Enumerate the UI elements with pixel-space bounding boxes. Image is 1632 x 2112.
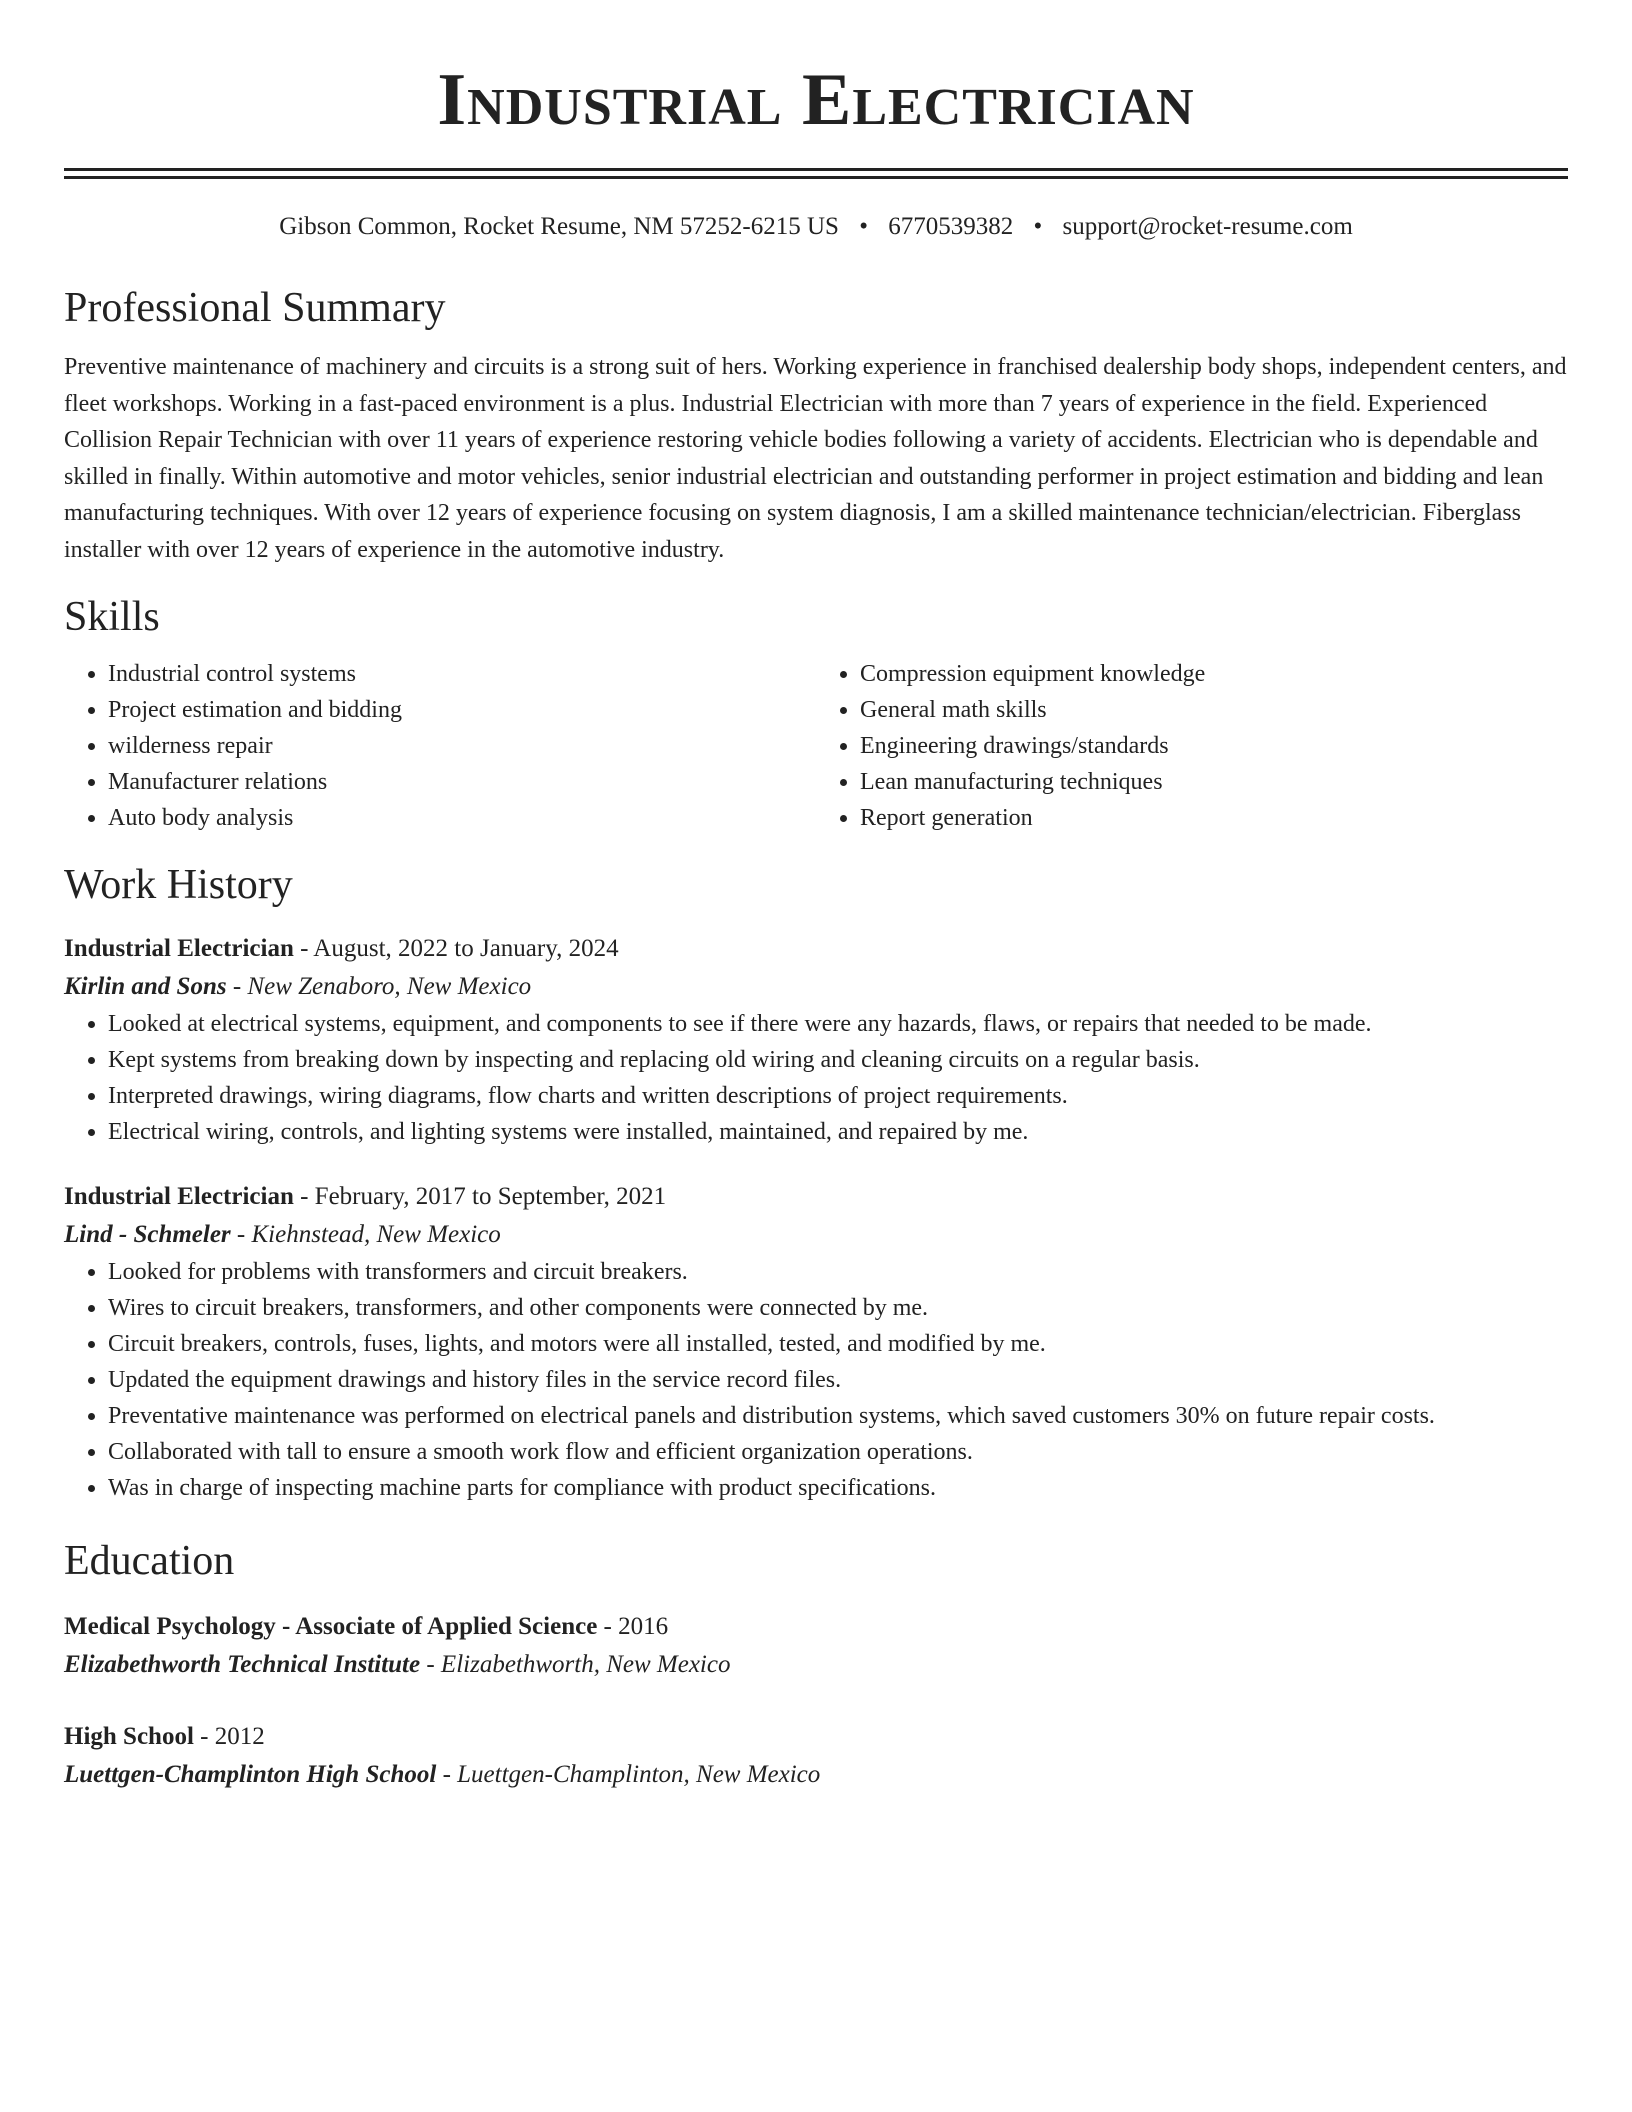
skill-item: • Project estimation and bidding <box>108 692 816 728</box>
job-duty: • Looked for problems with transformers and circuit breakers. <box>108 1254 1568 1290</box>
job-location: - New Zenaboro, New Mexico <box>226 973 532 1000</box>
skill-item: • wilderness repair <box>108 728 816 764</box>
education-heading: Education <box>64 1538 235 1584</box>
job-duties-list <box>64 1006 1568 1150</box>
contact-separator: • <box>859 213 868 240</box>
education-degree: Medical Psychology - Associate of Applied Science <box>64 1613 598 1640</box>
summary-text: Preventive maintenance of machinery and circuits is a strong suit of hers. Working experience in franchised dealership body shops, independent centers, and fleet workshops. Working in a fast-paced environment is a plus. Industrial Electrician with more than 7 years of experience in the field. Experienced Collision Repair Technician with over 11 years of experience restoring vehicle bodies following a variety of accidents. Electrician who is dependable and skilled in finally. Within automotive and motor vehicles, senior industrial electrician and outstanding performer in project estimation and bidding and lean manufacturing techniques. With over 12 years of experience focusing on system diagnosis, I am a skilled maintenance technician/electrician. Fiberglass installer with over 12 years of experience in the automotive industry. <box>64 354 1567 563</box>
education-entry <box>64 1608 1568 1684</box>
skill-item: • Lean manufacturing techniques <box>860 764 1568 800</box>
skill-item: • Industrial control systems <box>108 656 816 692</box>
contact-address: Gibson Common, Rocket Resume, NM 57252-6215 US <box>279 213 839 240</box>
job-duty: • Updated the equipment drawings and history files in the service record files. <box>108 1362 1568 1398</box>
education-year: - 2012 <box>193 1723 265 1750</box>
contact-email: support@rocket-resume.com <box>1062 213 1353 240</box>
skills-right-list <box>816 656 1568 836</box>
education-location: - Elizabethworth, New Mexico <box>420 1651 731 1678</box>
summary-heading: Professional Summary <box>64 285 446 331</box>
education-school: Luettgen-Champlinton High School <box>64 1761 437 1788</box>
education-institution <box>64 1756 1568 1794</box>
education-entry <box>64 1718 1568 1794</box>
job-company: Kirlin and Sons <box>64 973 227 1000</box>
job-duty: • Interpreted drawings, wiring diagrams, flow charts and written descriptions of project requirements. <box>108 1078 1568 1114</box>
skill-item: • Auto body analysis <box>108 800 816 836</box>
job-header <box>64 930 1568 968</box>
job-duty: • Electrical wiring, controls, and lighting systems were installed, maintained, and repaired by me. <box>108 1114 1568 1150</box>
job-role: Industrial Electrician <box>64 935 294 962</box>
job-employer <box>64 1216 1568 1254</box>
contact-line <box>64 211 1568 243</box>
job-role: Industrial Electrician <box>64 1183 294 1210</box>
job-employer <box>64 968 1568 1006</box>
job-location: - Kiehnstead, New Mexico <box>230 1221 501 1248</box>
skills-columns <box>64 656 1568 836</box>
job-duty: • Preventative maintenance was performed on electrical panels and distribution systems, which saved customers 30% on future repair costs. <box>108 1398 1568 1434</box>
job-dates: - February, 2017 to September, 2021 <box>293 1183 667 1210</box>
job-duty: • Collaborated with tall to ensure a smooth work flow and efficient organization operations. <box>108 1434 1568 1470</box>
education-school: Elizabethworth Technical Institute <box>64 1651 421 1678</box>
job-duty: • Circuit breakers, controls, fuses, lights, and motors were all installed, tested, and modified by me. <box>108 1326 1568 1362</box>
contact-phone: 6770539382 <box>888 213 1014 240</box>
education-institution <box>64 1646 1568 1684</box>
education-header <box>64 1608 1568 1646</box>
education-year: - 2016 <box>597 1613 669 1640</box>
work-history-heading: Work History <box>64 862 293 908</box>
skill-item: • General math skills <box>860 692 1568 728</box>
skill-item: • Compression equipment knowledge <box>860 656 1568 692</box>
job-duties-list <box>64 1254 1568 1506</box>
skill-item: • Manufacturer relations <box>108 764 816 800</box>
skill-item: • Engineering drawings/standards <box>860 728 1568 764</box>
skill-item: • Report generation <box>860 800 1568 836</box>
job-entry <box>64 1178 1568 1506</box>
job-company: Lind - Schmeler <box>64 1221 231 1248</box>
job-header <box>64 1178 1568 1216</box>
resume-name: Industrial Electrician <box>437 59 1195 141</box>
skills-heading: Skills <box>64 594 160 640</box>
header-divider <box>64 168 1568 179</box>
education-location: - Luettgen-Champlinton, New Mexico <box>436 1761 821 1788</box>
job-entry <box>64 930 1568 1150</box>
job-duty: • Was in charge of inspecting machine parts for compliance with product specifications. <box>108 1470 1568 1506</box>
education-degree: High School <box>64 1723 194 1750</box>
job-duty: • Kept systems from breaking down by inspecting and replacing old wiring and cleaning circuits on a regular basis. <box>108 1042 1568 1078</box>
contact-separator: • <box>1033 213 1043 240</box>
job-dates: - August, 2022 to January, 2024 <box>293 935 619 962</box>
job-duty: • Looked at electrical systems, equipment, and components to see if there were any hazards, flaws, or repairs that needed to be made. <box>108 1006 1568 1042</box>
job-duty: • Wires to circuit breakers, transformers, and other components were connected by me. <box>108 1290 1568 1326</box>
education-header <box>64 1718 1568 1756</box>
skills-left-list <box>64 656 816 836</box>
